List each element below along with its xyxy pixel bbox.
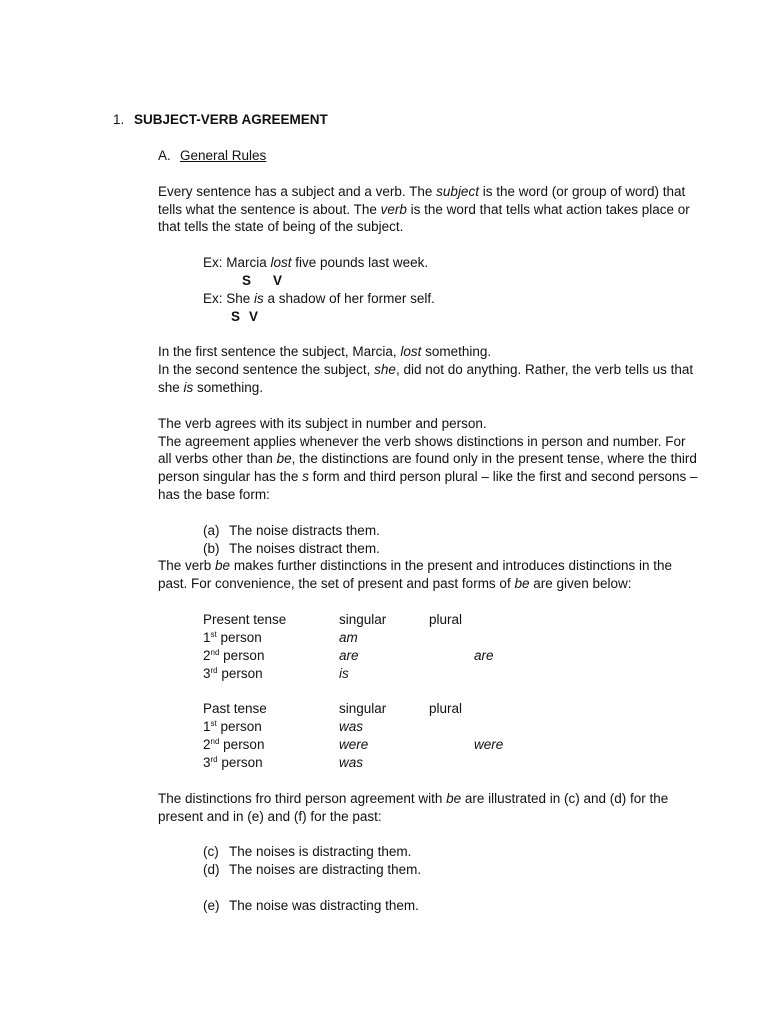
- table-header-plural: plural: [429, 701, 463, 716]
- list-item-text: The noises is distracting them.: [229, 844, 412, 859]
- list-item-label: (e): [203, 898, 220, 913]
- example-2-subject-mark: S: [231, 309, 241, 324]
- example-1: Ex: Marcia lost five pounds last week.: [203, 255, 429, 270]
- example-1-verb-mark: V: [273, 273, 283, 288]
- subsection-letter: A.: [158, 148, 171, 163]
- agreement-line-1: The verb agrees with its subject in number and person.: [158, 416, 487, 431]
- be-intro-line-1: The verb be makes further distinctions in the present and introduces distinctions in the: [158, 558, 673, 573]
- section-title: SUBJECT-VERB AGREEMENT: [134, 112, 328, 127]
- list-item-label: (d): [203, 862, 220, 877]
- third-person-line-2: present and in (e) and (f) for the past:: [158, 809, 382, 824]
- table-header-tense: Past tense: [203, 701, 267, 716]
- agreement-line-2: The agreement applies whenever the verb shows distinctions in person and number. For: [158, 434, 686, 449]
- agreement-line-3: all verbs other than be, the distinctions are found only in the present tense, where the third: [158, 451, 697, 466]
- agreement-line-5: has the base form:: [158, 487, 270, 502]
- list-item-label: (a): [203, 523, 220, 538]
- table-row-person: 3rd person: [203, 755, 263, 770]
- explain-line-3: she is something.: [158, 380, 264, 395]
- table-cell-plural: are: [474, 648, 494, 663]
- table-header-tense: Present tense: [203, 612, 287, 627]
- table-cell-singular: was: [339, 755, 364, 770]
- list-item-text: The noises are distracting them.: [229, 862, 422, 877]
- table-cell-singular: is: [339, 666, 349, 681]
- table-cell-singular: am: [339, 630, 358, 645]
- example-2: Ex: She is a shadow of her former self.: [203, 291, 435, 306]
- table-cell-singular: were: [339, 737, 369, 752]
- example-1-subject-mark: S: [242, 273, 252, 288]
- list-item-text: The noises distract them.: [229, 541, 380, 556]
- table-cell-singular: was: [339, 719, 364, 734]
- table-header-singular: singular: [339, 701, 387, 716]
- table-row-person: 1st person: [203, 719, 262, 734]
- agreement-line-4: person singular has the s form and third person plural – like the first and second persons –: [158, 469, 698, 484]
- table-cell-singular: are: [339, 648, 359, 663]
- table-header-plural: plural: [429, 612, 463, 627]
- table-row-person: 2nd person: [203, 737, 265, 752]
- explain-line-2: In the second sentence the subject, she, did not do anything. Rather, the verb tells us that: [158, 362, 694, 377]
- list-item-label: (b): [203, 541, 220, 556]
- example-2-verb-mark: V: [249, 309, 259, 324]
- list-item-text: The noise distracts them.: [229, 523, 380, 538]
- table-row-person: 2nd person: [203, 648, 265, 663]
- table-header-singular: singular: [339, 612, 387, 627]
- table-row-person: 1st person: [203, 630, 262, 645]
- be-intro-line-2: past. For convenience, the set of present and past forms of be are given below:: [158, 576, 632, 591]
- section-number: 1.: [113, 112, 125, 127]
- table-row-person: 3rd person: [203, 666, 263, 681]
- intro-line-3: that tells the state of being of the subject.: [158, 219, 404, 234]
- subsection-title: General Rules: [180, 148, 267, 163]
- intro-line-2: tells what the sentence is about. The verb is the word that tells what action takes place or: [158, 202, 690, 217]
- list-item-text: The noise was distracting them.: [229, 898, 419, 913]
- explain-line-1: In the first sentence the subject, Marcia, lost something.: [158, 344, 492, 359]
- intro-line-1: Every sentence has a subject and a verb. The subject is the word (or group of word) that: [158, 184, 686, 199]
- third-person-line-1: The distinctions fro third person agreement with be are illustrated in (c) and (d) for the: [158, 791, 669, 806]
- list-item-label: (c): [203, 844, 219, 859]
- table-cell-plural: were: [474, 737, 504, 752]
